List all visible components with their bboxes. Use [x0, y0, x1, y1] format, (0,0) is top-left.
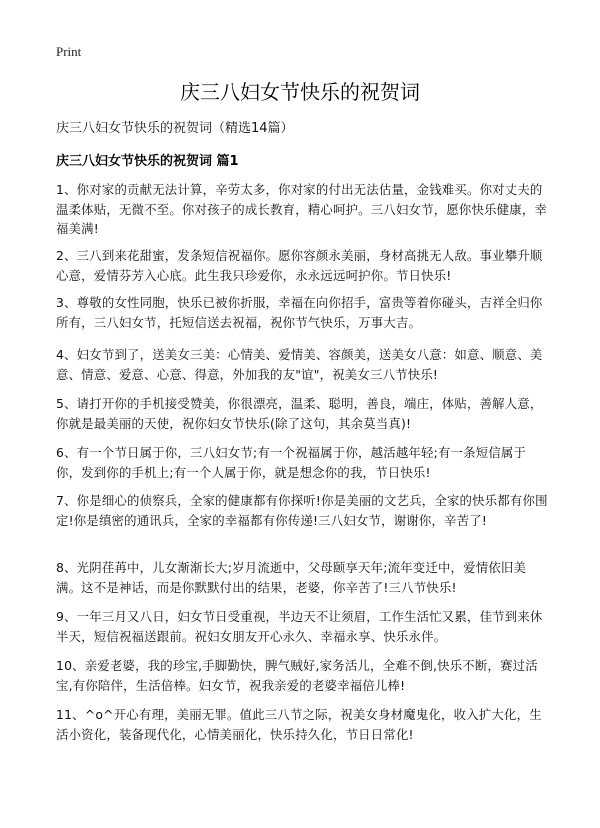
paragraph-1: 1、你对家的贡献无法计算，辛劳太多，你对家的付出无法估量，金钱难买。你对丈夫的温柔体贴，无微不至。你对孩子的成长教育，精心呵护。三八妇女节，愿你快乐健康，幸福美满! [56, 182, 548, 236]
paragraph-11: 11、^o^开心有理，美丽无罪。值此三八节之际，祝美女身材魔鬼化，收入扩大化，生活小资化，装备现代化，心情美丽化，快乐持久化，节日日常化! [56, 707, 542, 742]
paragraph-3: 3、尊敬的女性同胞，快乐已被你折服，幸福在向你招手，富贵等着你碰头，吉祥全归你所有，三八妇女节，托短信送去祝福，祝你节气快乐，万事大吉。 [56, 295, 543, 330]
page-title: 庆三八妇女节快乐的祝贺词 [180, 80, 420, 104]
section-heading: 庆三八妇女节快乐的祝贺词 篇1 [56, 154, 239, 169]
paragraph-5: 5、请打开你的手机接受赞美，你很漂亮，温柔、聪明，善良，端庄，体贴，善解人意，你就是最美丽的天使，祝你妇女节快乐(除了这句，其余莫当真)! [56, 396, 543, 431]
paragraph-4: 4、妇女节到了，送美女三美：心情美、爱情美、容颜美，送美女八意：如意、顺意、美意、情意、爱意、心意、得意，外加我的友"谊"，祝美女三八节快乐! [56, 347, 543, 382]
paragraph-8: 8、光阴荏苒中，儿女渐渐长大;岁月流逝中，父母颐享天年;流年变迁中，爱情依旧美满。这不是神话，而是你默默付出的结果，老婆，你辛苦了!三八节快乐! [56, 560, 527, 595]
print-label: Print [56, 44, 82, 59]
paragraph-10: 10、亲爱老婆，我的珍宝,手脚勤快，脾气贼好,家务活儿，全难不倒,快乐不断，赛过活宝,有你陪伴，生活倍棒。妇女节，祝我亲爱的老婆幸福倍儿棒! [56, 658, 538, 693]
paragraph-6: 6、有一个节日属于你，三八妇女节;有一个祝福属于你，越活越年轻;有一条短信属于你，发到你的手机上;有一个人属于你，就是想念你的我，节日快乐! [56, 445, 527, 480]
paragraph-9: 9、一年三月又八日，妇女节日受重视，半边天不让须眉，工作生活忙又累，佳节到来休半天，短信祝福送跟前。祝妇女朋友开心永久、幸福永享、快乐永伴。 [56, 609, 543, 644]
paragraph-7: 7、你是细心的侦察兵，全家的健康都有你探听!你是美丽的文艺兵，全家的快乐都有你围定!你是缜密的通讯兵，全家的幸福都有你传递!三八妇女节，谢谢你，辛苦了! [56, 493, 548, 528]
document-subtitle: 庆三八妇女节快乐的祝贺词（精选14篇） [56, 121, 294, 136]
paragraph-2: 2、三八到来花甜蜜，发条短信祝福你。愿你容颜永美丽，身材高挑无人敌。事业攀升顺心意，爱情芬芳入心底。此生我只珍爱你，永永远远呵护你。节日快乐! [56, 248, 543, 283]
